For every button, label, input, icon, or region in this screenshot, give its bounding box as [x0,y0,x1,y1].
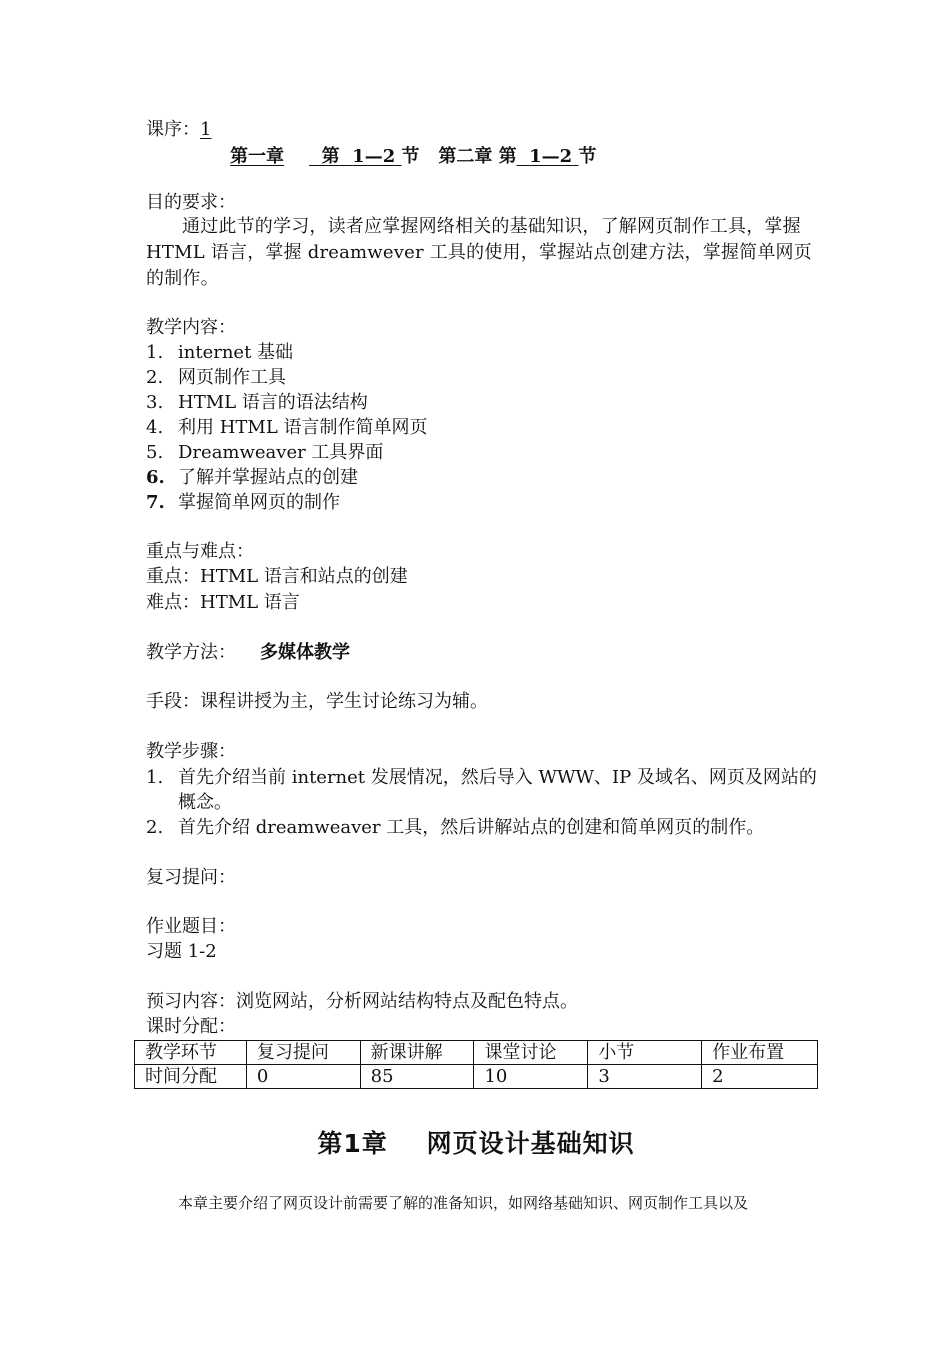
content-list [146,340,826,515]
table-cell: 85 [360,1065,474,1089]
method-line [146,641,350,665]
chapter-section-header [230,142,597,168]
review-label: 复习提问： [146,867,236,888]
table-cell: 3 [588,1065,702,1089]
section-range-2: 1—2 [529,146,573,167]
preview-text: 预习内容：浏览网站，分析网站结构特点及配色特点。 [146,991,578,1012]
section-suffix-2: 节 [578,146,597,167]
key-point: 重点：HTML 语言和站点的创建 [146,566,408,587]
steps-list [146,765,826,840]
chapter-title-name: 网页设计基础知识 [426,1129,635,1158]
objectives-label: 目的要求： [146,192,236,213]
chapter-title-number: 第1章 [317,1129,388,1158]
lesson-label: 课序： [146,119,200,140]
lesson-number-line [146,118,223,142]
list-item: 2. 首先介绍 dreamweaver 工具，然后讲解站点的创建和简单网页的制作。 [146,817,765,838]
table-cell: 教学环节 [135,1041,247,1065]
chapter-2: 第二章 [438,146,493,167]
table-row [135,1065,818,1089]
list-item: 1. 首先介绍当前 internet 发展情况，然后导入 WWW、IP 及域名、网页及网站的概念。 [146,767,817,813]
method-value: 多媒体教学 [260,642,350,663]
method-label: 教学方法： [146,642,236,663]
objectives-text: 通过此节的学习，读者应掌握网络相关的基础知识，了解网页制作工具，掌握 HTML 语言，掌握 dreamwever 工具的使用，掌握站点创建方法，掌握简单网页的制作。 [146,216,812,289]
time-allocation-label: 课时分配： [146,1016,236,1037]
list-item: 1. internet 基础 [146,342,294,363]
section-suffix-1: 节 [401,146,420,167]
chapter-1: 第一章 [230,146,284,167]
list-item: 7. 掌握简单网页的制作 [146,492,340,513]
homework-value: 习题 1-2 [146,941,217,962]
list-item: 4. 利用 HTML 语言制作简单网页 [146,417,428,438]
table-cell: 10 [474,1065,588,1089]
content-label: 教学内容： [146,317,236,338]
section-prefix-2: 第 [498,146,517,167]
means-text: 手段：课程讲授为主，学生讨论练习为辅。 [146,691,488,712]
list-item: 6. 了解并掌握站点的创建 [146,467,358,488]
section-prefix-1: 第 [321,146,340,167]
lesson-number: 1 [200,119,212,140]
table-cell: 小节 [588,1041,702,1065]
list-item: 3. HTML 语言的语法结构 [146,392,368,413]
table-cell: 课堂讨论 [474,1041,588,1065]
chapter-title [0,1124,952,1160]
time-allocation-table [134,1040,818,1089]
table-cell: 0 [246,1065,360,1089]
section-range-1: 1—2 [352,146,396,167]
table-cell: 时间分配 [135,1065,247,1089]
difficulty: 难点：HTML 语言 [146,592,300,613]
list-item: 5. Dreamweaver 工具界面 [146,442,384,463]
homework-label: 作业题目： [146,916,236,937]
table-cell: 复习提问 [246,1041,360,1065]
list-item: 2. 网页制作工具 [146,367,286,388]
table-cell: 2 [702,1065,818,1089]
steps-label: 教学步骤： [146,741,236,762]
intro-text: 本章主要介绍了网页设计前需要了解的准备知识，如网络基础知识、网页制作工具以及 [178,1194,749,1212]
table-cell: 新课讲解 [360,1041,474,1065]
table-cell: 作业布置 [702,1041,818,1065]
focus-label: 重点与难点： [146,541,254,562]
table-row [135,1041,818,1065]
